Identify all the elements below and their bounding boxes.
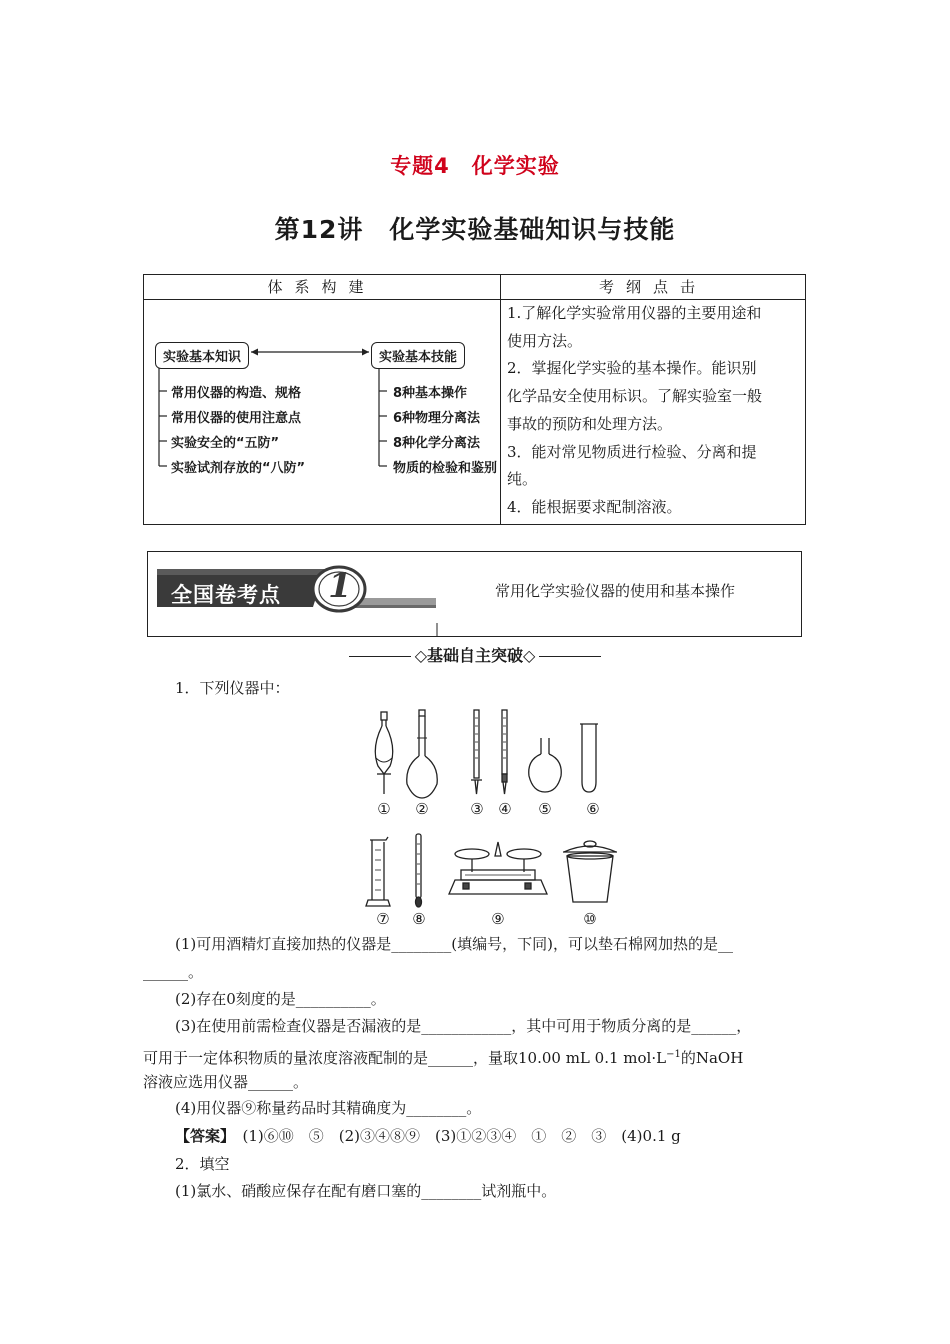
question-1-line-part: 可用于一定体积物质的量浓度溶液配制的是______，量取10.00 mL 0.1 mol·L xyxy=(143,1049,667,1067)
outline-line: 使用方法。 xyxy=(507,331,583,350)
exam-outline xyxy=(507,300,799,522)
knowledge-item: 实验安全的“五防” xyxy=(171,436,280,451)
apparatus-label: ⑩ xyxy=(583,910,597,928)
section-subheading xyxy=(0,643,950,666)
table-header-outline: 考纲点击 xyxy=(598,278,707,296)
table-header-system: 体系构建 xyxy=(267,278,376,296)
exam-point-topic: 常用化学实验仪器的使用和基本操作 xyxy=(495,582,736,600)
thermometer-icon xyxy=(416,834,422,907)
knowledge-box: 实验基本知识 xyxy=(155,342,249,369)
question-1-line: (1)可用酒精灯直接加热的仪器是________(填编号，下同)，可以垫石棉网加热的是__ xyxy=(175,935,733,953)
outline-line: 化学品安全使用标识。了解实验室一般 xyxy=(507,387,763,406)
answer-line xyxy=(175,1125,681,1147)
skill-item: 8种化学分离法 xyxy=(393,436,481,451)
question-1-line: 溶液应选用仪器______。 xyxy=(143,1073,309,1091)
apparatus-label: ⑤ xyxy=(538,800,552,818)
question-1-line: ______。 xyxy=(143,963,204,981)
topic-title: 专题4 化学实验 xyxy=(390,154,560,178)
rule-left xyxy=(349,656,411,657)
base-burette-icon xyxy=(502,710,507,794)
question-1-line: (3)在使用前需检查仪器是否漏液的是____________，其中可用于物质分离的是______， xyxy=(175,1017,752,1035)
skill-item: 8种基本操作 xyxy=(393,386,468,401)
outline-line: 1.了解化学实验常用仪器的主要用途和 xyxy=(507,304,762,322)
question-2-line: (1)氯水、硝酸应保存在配有磨口塞的________试剂瓶中。 xyxy=(175,1182,557,1200)
apparatus-label: ⑧ xyxy=(412,910,426,928)
apparatus-label: ② xyxy=(415,800,429,818)
apparatus-label: ⑥ xyxy=(586,800,600,818)
apparatus-label: ④ xyxy=(498,800,512,818)
outline-line: 2．掌握化学实验的基本操作。能识别 xyxy=(507,359,757,378)
skill-item: 6种物理分离法 xyxy=(393,411,481,426)
answer-label: 【答案】 xyxy=(175,1127,228,1145)
round-bottom-flask-icon xyxy=(529,738,562,792)
separatory-funnel-icon xyxy=(375,712,392,794)
apparatus-row-2 xyxy=(355,832,625,912)
apparatus-label: ⑦ xyxy=(376,910,390,928)
crucible-icon xyxy=(563,841,617,902)
apparatus-row-1 xyxy=(355,708,625,803)
skill-item: 物质的检验和鉴别 xyxy=(393,461,498,476)
apparatus-label: ① xyxy=(377,800,391,818)
question-2-intro: 2．填空 xyxy=(175,1155,230,1173)
outline-line: 事故的预防和处理方法。 xyxy=(507,414,673,433)
lesson-title: 第12讲 化学实验基础知识与技能 xyxy=(274,215,676,244)
acid-burette-icon xyxy=(471,710,482,794)
knowledge-item: 常用仪器的构造、规格 xyxy=(171,386,302,401)
answer-text: (1)⑥⑩ ⑤ (2)③④⑧⑨ (3)①②③④ ① ② ③ (4)0.1 g xyxy=(242,1127,681,1145)
exam-point-badge: 全国卷考点 xyxy=(171,583,281,607)
apparatus-label: ⑨ xyxy=(491,910,505,928)
apparatus-label: ③ xyxy=(470,800,484,818)
balance-icon xyxy=(449,842,547,894)
superscript: −1 xyxy=(666,1049,681,1060)
outline-line: 4．能根据要求配制溶液。 xyxy=(507,497,682,516)
outline-line: 纯。 xyxy=(507,470,538,489)
question-1-line-part: 的NaOH xyxy=(680,1049,744,1067)
knowledge-item: 常用仪器的使用注意点 xyxy=(171,411,302,426)
subheading-text: ◇基础自主突破◇ xyxy=(414,646,536,665)
knowledge-item: 实验试剂存放的“八防” xyxy=(171,461,306,476)
exam-point-number: 1 xyxy=(328,566,352,606)
table-column-divider xyxy=(500,274,501,525)
volumetric-flask-icon xyxy=(407,710,438,798)
question-1-line xyxy=(143,1044,743,1069)
outline-line: 3．能对常见物质进行检验、分离和提 xyxy=(507,442,757,461)
question-1-line: (2)存在0刻度的是__________。 xyxy=(175,990,386,1008)
skills-box: 实验基本技能 xyxy=(371,342,465,369)
graduated-cylinder-icon xyxy=(366,837,390,906)
test-tube-icon xyxy=(580,724,598,792)
question-1-intro: 1．下列仪器中： xyxy=(175,679,290,697)
rule-right xyxy=(539,656,601,657)
question-1-line: (4)用仪器⑨称量药品时其精确度为________。 xyxy=(175,1099,482,1117)
